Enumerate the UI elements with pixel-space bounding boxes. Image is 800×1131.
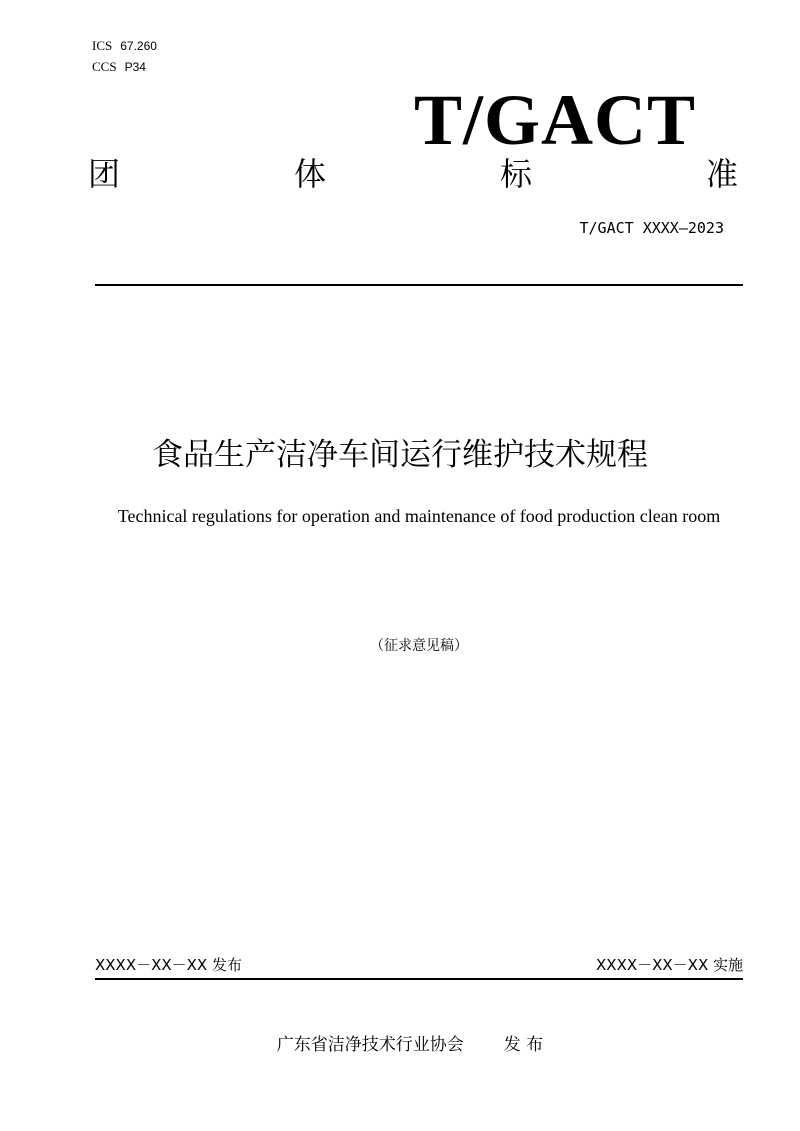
top-divider: [95, 284, 743, 286]
standard-type: [88, 154, 738, 194]
bottom-divider: [95, 978, 743, 980]
publisher-action: 发 布: [503, 1035, 544, 1055]
organization-code: T/GACT: [413, 80, 696, 160]
standard-number: T/GACT XXXX—2023: [579, 219, 724, 237]
publisher: [0, 1033, 800, 1057]
ics-code: [92, 38, 157, 54]
standard-type-char: 团: [88, 155, 121, 193]
publisher-name: 广东省洁净技术行业协会: [276, 1035, 464, 1055]
ccs-label: CCS: [92, 59, 117, 74]
ccs-value: P34: [124, 60, 146, 74]
issue-date: XXXX－XX－XX 发布: [95, 956, 242, 974]
ics-label: ICS: [92, 38, 113, 53]
ics-value: 67.260: [120, 39, 157, 53]
ccs-code: [92, 59, 146, 75]
draft-note: （征求意见稿）: [370, 638, 468, 654]
standard-type-char: 体: [293, 155, 326, 193]
standard-type-char: 准: [705, 155, 738, 193]
implementation-date: XXXX－XX－XX 实施: [596, 956, 743, 974]
title-english: Technical regulations for operation and maintenance of food production clean room: [117, 506, 721, 526]
title-chinese: 食品生产洁净车间运行维护技术规程: [152, 437, 648, 473]
standard-type-char: 标: [499, 155, 532, 193]
